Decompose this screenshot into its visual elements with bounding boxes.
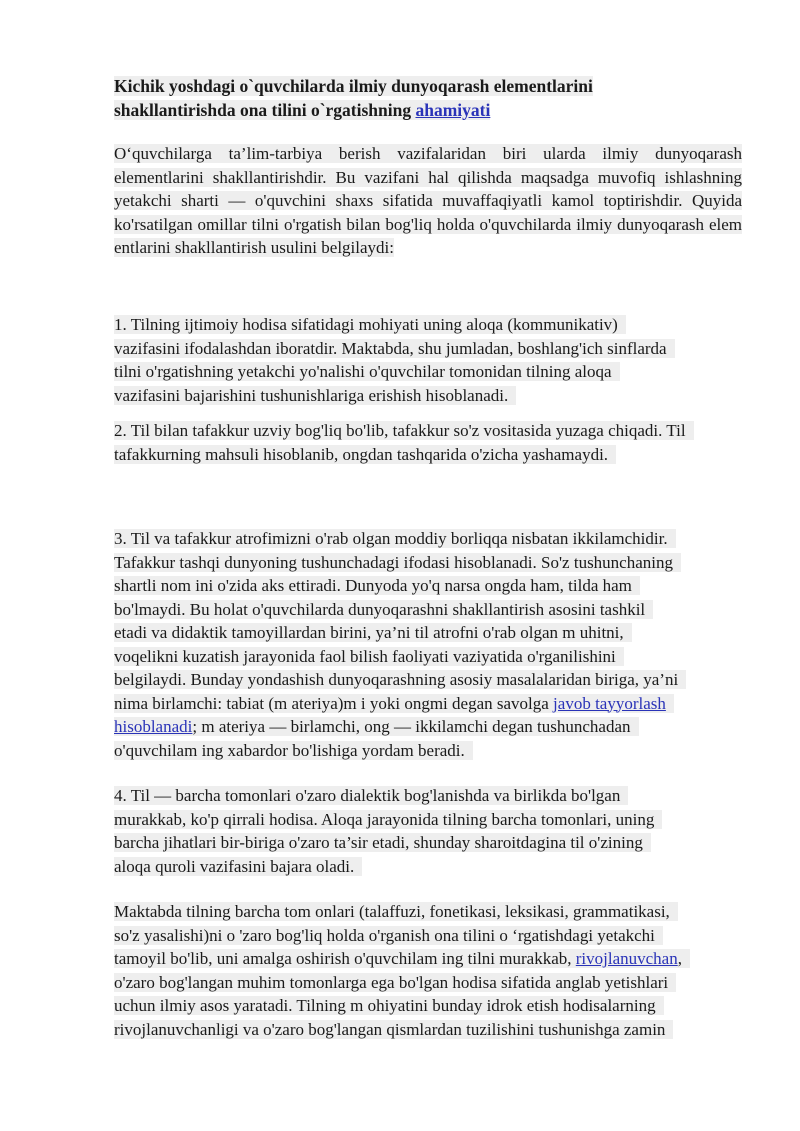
hisoblanadi-link[interactable]: hisoblanadi bbox=[114, 717, 193, 736]
p3-line: etadi va didaktik tamoyillardan birini, ya’ni til atrofni o'rab olgan m uhitni, bbox=[114, 623, 632, 642]
p1-line: tilni o'rgatishning yetakchi yo'nalishi o'quvchilar tomonidan tilning aloqa bbox=[114, 362, 620, 381]
javob-tayyorlash-link[interactable]: javob tayyorlash bbox=[553, 693, 666, 713]
p3-line-9-text: ; m ateriya — birlamchi, ong — ikkilamchi degan tushunchadan bbox=[192, 717, 631, 736]
p5-line: so'z yasalishi)ni o 'zaro bog'liq holda o'rganish ona tilini o ‘rgatishdagi yetakchi bbox=[114, 926, 663, 945]
p5-line: Maktabda tilning barcha tom onlari (talaffuzi, fonetikasi, leksikasi, grammatikasi, bbox=[114, 902, 678, 921]
p3-line: Tafakkur tashqi dunyoning tushunchadagi ifodasi hisoblanadi. So'z tushunchaning bbox=[114, 553, 681, 572]
p3-line-8-text: nima birlamchi: tabiat (m ateriya)m i yoki ongmi degan savolga bbox=[114, 693, 554, 713]
p5-line: rivojlanuvchanligi va o'zaro bog'langan qismlardan tuzilishini tushunishga zamin bbox=[114, 1020, 673, 1039]
p4-line: murakkab, ko'p qirrali hodisa. Aloqa jarayonida tilning barcha tomonlari, uning bbox=[114, 810, 662, 829]
p4-line: aloqa quroli vazifasini bajara oladi. bbox=[114, 857, 362, 876]
p4-line: 4. Til — barcha tomonlari o'zaro dialektik bog'lanishda va birlikda bo'lgan bbox=[114, 786, 628, 805]
p2-line: tafakkurning mahsuli hisoblanib, ongdan tashqarida o'zicha yashamaydi. bbox=[114, 445, 616, 464]
intro-paragraph bbox=[114, 142, 742, 260]
paragraph-3 bbox=[114, 527, 686, 762]
p3-line: belgilaydi. Bunday yondashish dunyoqarashning asosiy masalalaridan biriga, ya’ni bbox=[114, 670, 686, 689]
intro-text: O‘quvchilarga ta’lim-tarbiya berish vazifalaridan biri ularda ilmiy dunyoqarash elementlarini shakllantirishdir. Bu vazifani hal qilishda maqsadga muvofiq ishlashning yetakchi sharti — o'quvchini shaxs sifatida muvaffaqiyatli kamol toptirishdir. Quyida ko'rsatilgan omillar tilni o'rgatish bilan bog'liq holda o'quvchilarda ilmiy dunyoqarash elem entlarini shakllantirish usulini belgilaydi: bbox=[114, 144, 742, 257]
p5-line: uchun ilmiy asos yaratadi. Tilning m ohiyatini bunday idrok etish hodisalarning bbox=[114, 996, 664, 1015]
paragraph-5 bbox=[114, 900, 690, 1041]
p3-line: shartli nom ini o'zida aks ettiradi. Dunyoda yo'q narsa ongda ham, tilda ham bbox=[114, 576, 640, 595]
p3-line: 3. Til va tafakkur atrofimizni o'rab olgan moddiy borliqqa nisbatan ikkilamchidir. bbox=[114, 529, 676, 548]
p1-line: vazifasini bajarishini tushunishlariga erishish hisoblanadi. bbox=[114, 386, 516, 405]
paragraph-2 bbox=[114, 419, 694, 466]
title-line-2: shakllantirishda ona tilini o`rgatishning bbox=[114, 100, 416, 120]
p5-line-3-end: , bbox=[677, 949, 682, 968]
title-link[interactable]: ahamiyati bbox=[415, 100, 491, 120]
p1-line: 1. Tilning ijtimoiy hodisa sifatidagi mohiyati uning aloqa (kommunikativ) bbox=[114, 315, 626, 334]
p3-line: voqelikni kuzatish jarayonida faol bilish faoliyati vaziyatida o'rganilishini bbox=[114, 647, 624, 666]
p1-line: vazifasini ifodalashdan iboratdir. Maktabda, shu jumladan, boshlang'ich sinflarda bbox=[114, 339, 675, 358]
p3-line: o'quvchilam ing xabardor bo'lishiga yordam beradi. bbox=[114, 741, 473, 760]
p5-line-3-text: tamoyil bo'lib, uni amalga oshirish o'quvchilam ing tilni murakkab, bbox=[114, 949, 576, 968]
rivojlanuvchan-link[interactable]: rivojlanuvchan bbox=[575, 949, 678, 968]
title-line-1: Kichik yoshdagi o`quvchilarda ilmiy dunyoqarash elementlarini bbox=[114, 76, 593, 96]
paragraph-1 bbox=[114, 313, 675, 407]
paragraph-4 bbox=[114, 784, 662, 878]
p4-line: barcha jihatlari bir-biriga o'zaro ta’sir etadi, shunday sharoitdagina til o'zining bbox=[114, 833, 651, 852]
p5-line: o'zaro bog'langan muhim tomonlarga ega bo'lgan hodisa sifatida anglab yetishlari bbox=[114, 973, 676, 992]
p3-line: bo'lmaydi. Bu holat o'quvchilarda dunyoqarashni shakllantirish asosini tashkil bbox=[114, 600, 653, 619]
p2-line: 2. Til bilan tafakkur uzviy bog'liq bo'lib, tafakkur so'z vositasida yuzaga chiqadi. Til bbox=[114, 421, 694, 440]
document-title bbox=[114, 74, 674, 122]
